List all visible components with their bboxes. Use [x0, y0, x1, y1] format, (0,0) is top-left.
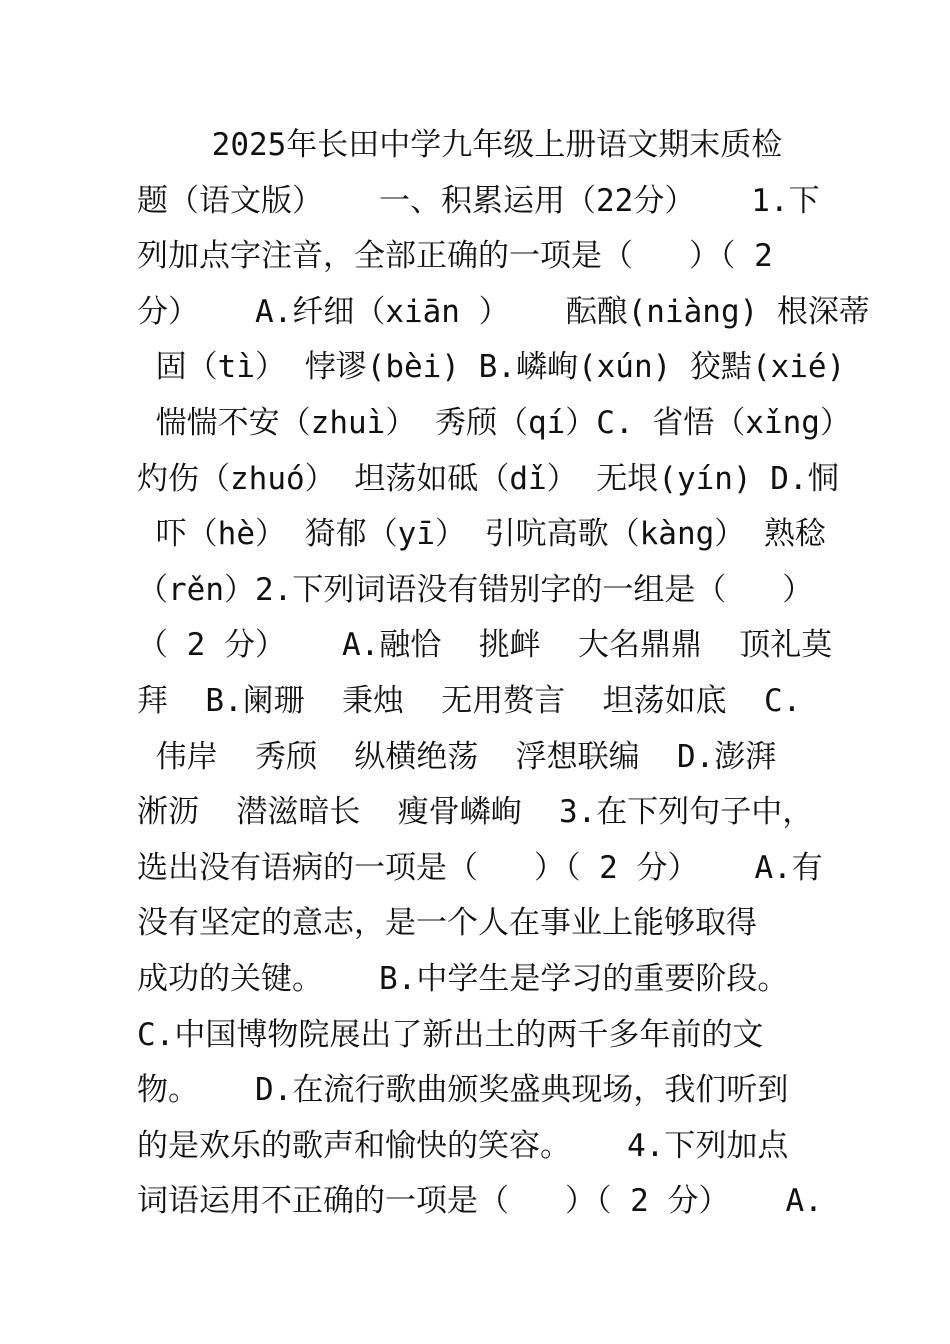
text-line-9: （rěn）2.下列词语没有错别字的一组是（ ） [137, 571, 814, 608]
text-line-6: 惴惴不安（zhuì） 秀颀（qí）C. 省悟（xǐng） [137, 404, 851, 441]
text-line-16: 成功的关键。 B.中学生是学习的重要阶段。 [137, 960, 789, 997]
text-line-17: C.中国博物院展出了新出土的两千多年前的文 [137, 1016, 764, 1053]
text-line-11: 拜 B.阑珊 秉烛 无用赘言 坦荡如底 C. [137, 682, 802, 719]
text-line-10: （ 2 分） A.融恰 挑衅 大名鼎鼎 顶礼莫 [137, 627, 833, 664]
text-line-12: 伟岸 秀颀 纵横绝荡 浮想联编 D.澎湃 [137, 738, 777, 775]
text-line-20: 词语运用不正确的一项是（ ）（ 2 分） A. [137, 1183, 823, 1220]
text-line-2: 题（语文版） 一、积累运用（22分） 1.下 [137, 182, 820, 219]
text-line-18: 物。 D.在流行歌曲颁奖盛典现场，我们听到 [137, 1072, 789, 1109]
text-line-4: 分） A.纤细（xiān ） 酝酿(niàng) 根深蒂 [137, 293, 870, 330]
exam-text-block [137, 118, 870, 1230]
text-line-15: 没有坚定的意志，是一个人在事业上能够取得 [137, 905, 757, 942]
text-line-14: 选出没有语病的一项是（ ）（ 2 分） A.有 [137, 849, 823, 886]
text-line-8: 吓（hè） 猗郁（yī） 引吭高歌（kàng） 熟稔 [137, 516, 826, 553]
text-line-5: 固（tì） 悖谬(bèi) B.嶙峋(xún) 狡黠(xié) [137, 349, 846, 386]
text-line-19: 的是欢乐的歌声和愉快的笑容。 4.下列加点 [137, 1127, 789, 1164]
text-line-3: 列加点字注音，全部正确的一项是（ ）（ 2 [137, 238, 773, 275]
text-line-1: 2025年长田中学九年级上册语文期末质检 [137, 127, 783, 163]
text-line-7: 灼伤（zhuó） 坦荡如砥（dǐ） 无垠(yín) D.恫 [137, 460, 839, 497]
text-line-13: 淅沥 潜滋暗长 瘦骨嶙峋 3.在下列句子中， [137, 794, 814, 831]
